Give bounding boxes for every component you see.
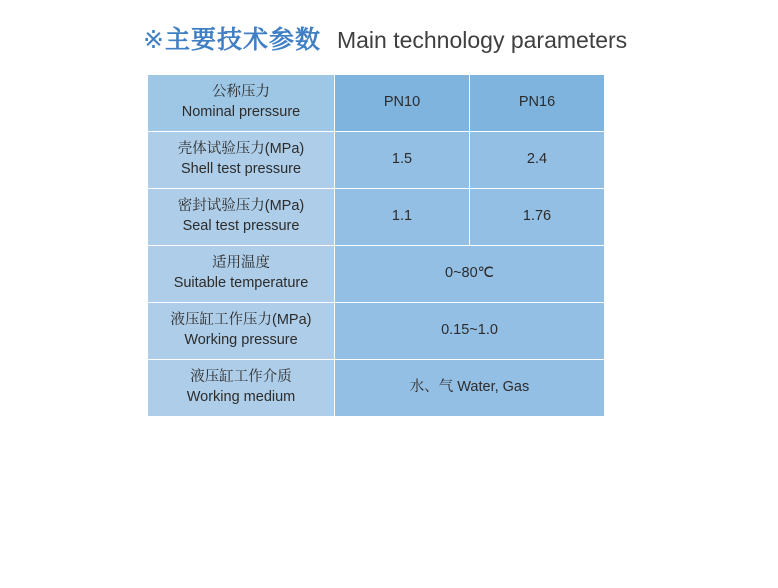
row-label-english: Seal test pressure (182, 218, 300, 234)
row-label-chinese: 密封试验压力(MPa) (177, 198, 305, 215)
table-row (148, 132, 604, 188)
page-title-english: Main technology parameters (336, 27, 628, 53)
specifications-table (147, 74, 605, 417)
table-row (148, 303, 604, 359)
row-value-1: 1.5 (335, 132, 469, 188)
row-value-2: PN16 (470, 75, 604, 131)
row-value-1: PN10 (335, 75, 469, 131)
row-label-english: Suitable temperature (173, 275, 309, 291)
row-label-chinese: 液压缸工作介质 (190, 369, 292, 386)
table-row (148, 189, 604, 245)
row-label (148, 246, 334, 302)
row-value-1: 水、气 Water, Gas (335, 360, 604, 416)
row-label-chinese: 壳体试验压力(MPa) (177, 141, 305, 158)
page-title-chinese: 主要技术参数 (164, 26, 321, 54)
row-value-2: 1.76 (470, 189, 604, 245)
row-label (148, 303, 334, 359)
row-label-chinese: 公称压力 (212, 84, 270, 101)
table-row (148, 360, 604, 416)
row-label-english: Nominal prerssure (181, 104, 301, 120)
row-value-1: 0.15~1.0 (335, 303, 604, 359)
row-label (148, 132, 334, 188)
reference-mark-icon: ※ (143, 26, 164, 54)
row-label-english: Working pressure (184, 332, 298, 348)
row-label (148, 189, 334, 245)
row-value-1: 0~80℃ (335, 246, 604, 302)
row-label-english: Working medium (186, 389, 296, 405)
page-title (143, 28, 627, 53)
row-value-2: 2.4 (470, 132, 604, 188)
row-label-chinese: 适用温度 (212, 255, 270, 272)
row-label (148, 360, 334, 416)
table-row (148, 75, 604, 131)
row-label-chinese: 液压缸工作压力(MPa) (170, 312, 312, 329)
row-value-1: 1.1 (335, 189, 469, 245)
row-label-english: Shell test pressure (180, 161, 302, 177)
table-row (148, 246, 604, 302)
row-label (148, 75, 334, 131)
